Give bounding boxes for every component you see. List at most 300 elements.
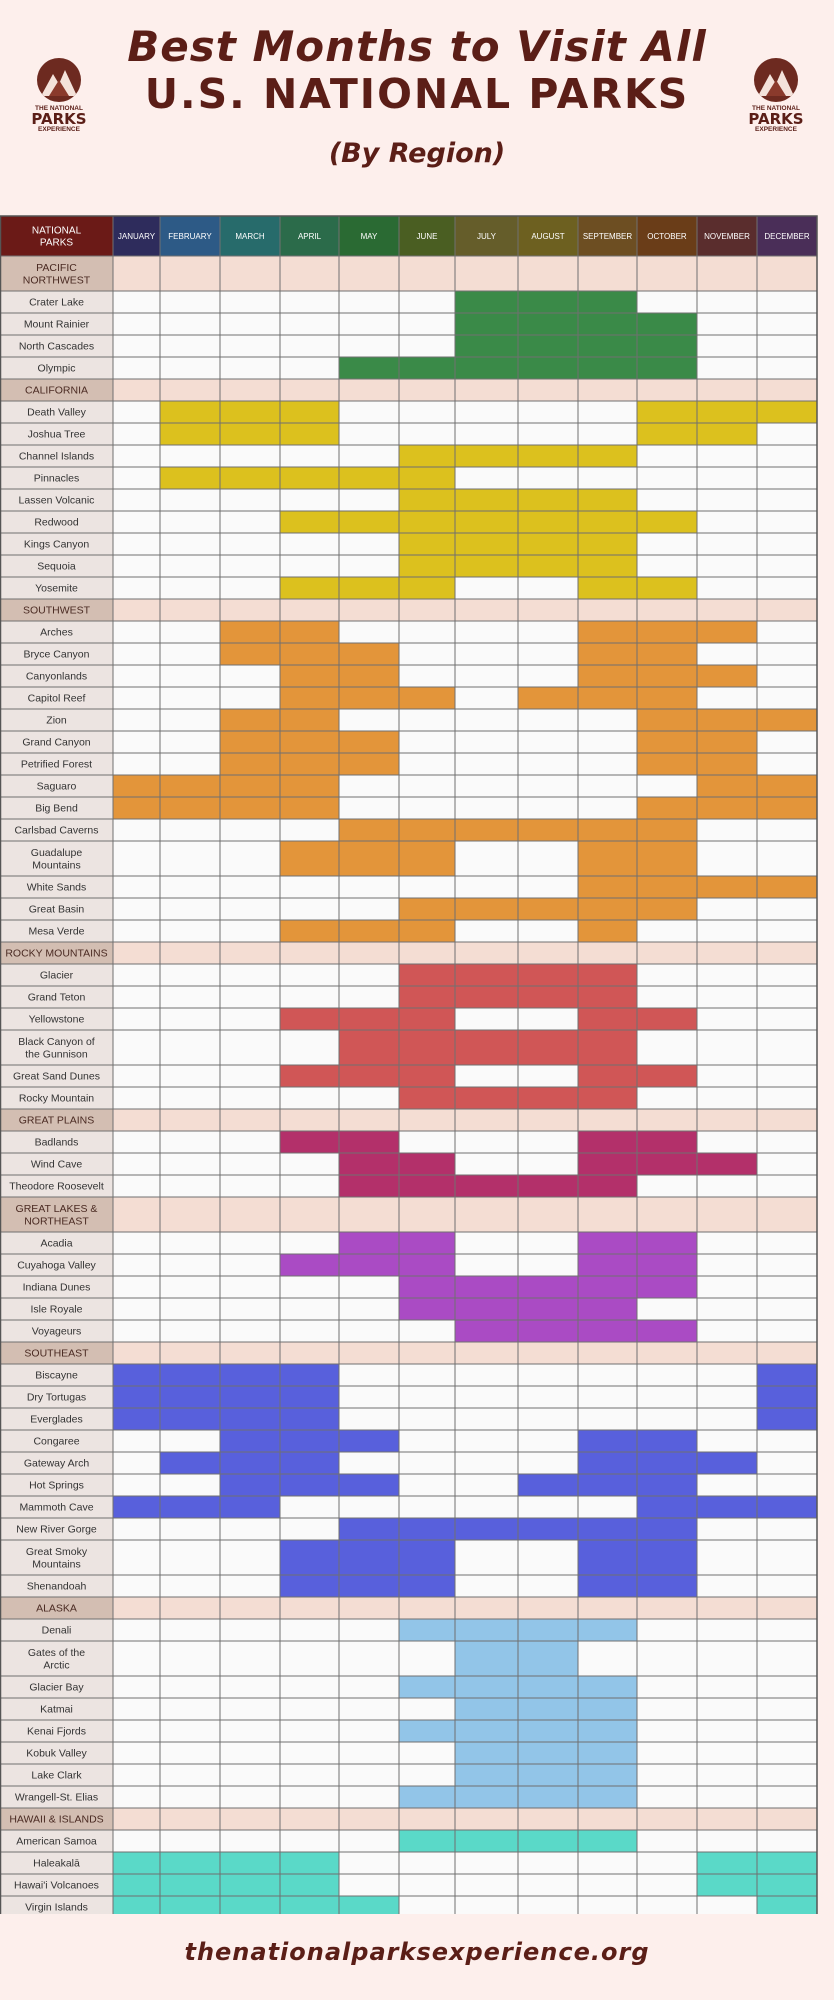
month-cell	[757, 467, 817, 489]
month-cell	[757, 643, 817, 665]
best-month-cell	[697, 876, 757, 898]
best-month-cell	[399, 1540, 455, 1575]
best-month-cell	[399, 898, 455, 920]
region-row-cell	[160, 1342, 220, 1364]
best-month-cell	[637, 731, 697, 753]
month-cell	[220, 1764, 280, 1786]
month-cell	[160, 1698, 220, 1720]
best-month-cell	[518, 291, 578, 313]
month-cell	[637, 1896, 697, 1914]
best-month-cell	[455, 1764, 518, 1786]
month-cell	[113, 1742, 160, 1764]
best-month-cell	[399, 445, 455, 467]
month-cell	[220, 876, 280, 898]
month-cell	[518, 1540, 578, 1575]
month-cell	[113, 1452, 160, 1474]
best-month-cell	[455, 1320, 518, 1342]
region-row-cell	[697, 1109, 757, 1131]
month-cell	[578, 1364, 637, 1386]
best-month-cell	[160, 775, 220, 797]
month-cell	[637, 1720, 697, 1742]
month-cell	[637, 1087, 697, 1109]
month-cell	[113, 643, 160, 665]
park-label: Death Valley	[27, 406, 86, 419]
best-month-cell	[280, 753, 339, 775]
month-cell	[757, 577, 817, 599]
region-row-cell	[339, 1342, 399, 1364]
best-month-cell	[757, 1408, 817, 1430]
month-cell	[578, 1874, 637, 1896]
region-row-cell	[578, 942, 637, 964]
best-month-cell	[578, 577, 637, 599]
month-cell	[455, 423, 518, 445]
park-label: Lassen Volcanic	[18, 494, 95, 507]
best-month-cell	[637, 1320, 697, 1342]
month-cell	[455, 1430, 518, 1452]
month-cell	[637, 1852, 697, 1874]
best-month-cell	[399, 1619, 455, 1641]
best-month-cell	[455, 1720, 518, 1742]
region-row-cell	[697, 1597, 757, 1619]
month-cell	[113, 1575, 160, 1597]
park-label: Pinnacles	[33, 472, 80, 485]
best-month-cell	[637, 709, 697, 731]
park-label: Isle Royale	[30, 1303, 83, 1316]
month-cell	[757, 511, 817, 533]
best-month-cell	[339, 1131, 399, 1153]
month-cell	[518, 1852, 578, 1874]
best-month-cell	[399, 1276, 455, 1298]
region-row-cell	[578, 1597, 637, 1619]
best-month-cell	[399, 1065, 455, 1087]
month-cell	[697, 1065, 757, 1087]
region-row-cell	[399, 599, 455, 621]
month-cell	[637, 1698, 697, 1720]
month-cell	[637, 1764, 697, 1786]
month-cell	[113, 1619, 160, 1641]
month-cell	[339, 797, 399, 819]
park-label: Biscayne	[35, 1369, 78, 1382]
month-cell	[339, 1852, 399, 1874]
month-cell	[339, 423, 399, 445]
region-row-cell	[220, 256, 280, 291]
month-cell	[455, 1852, 518, 1874]
month-cell	[160, 357, 220, 379]
month-cell	[518, 1408, 578, 1430]
month-cell	[455, 1874, 518, 1896]
month-cell	[339, 1408, 399, 1430]
month-cell	[757, 1131, 817, 1153]
month-cell	[113, 401, 160, 423]
region-row-cell	[455, 1597, 518, 1619]
park-label: Virgin Islands	[25, 1901, 88, 1914]
month-cell	[697, 555, 757, 577]
month-cell	[399, 775, 455, 797]
park-label: Congaree	[33, 1435, 80, 1448]
month-cell	[339, 898, 399, 920]
month-cell	[455, 1254, 518, 1276]
region-row-cell	[399, 379, 455, 401]
region-row-cell	[518, 1109, 578, 1131]
month-cell	[280, 445, 339, 467]
month-cell	[399, 709, 455, 731]
month-cell	[399, 753, 455, 775]
best-month-cell	[637, 1430, 697, 1452]
month-cell	[637, 1641, 697, 1676]
best-month-cell	[578, 1320, 637, 1342]
month-cell	[757, 1698, 817, 1720]
best-month-cell	[578, 489, 637, 511]
best-month-cell	[399, 533, 455, 555]
month-cell	[113, 1764, 160, 1786]
visit-months-table	[0, 214, 834, 1914]
month-cell	[455, 1008, 518, 1030]
region-row-cell	[399, 1808, 455, 1830]
best-month-cell	[455, 555, 518, 577]
best-month-cell	[399, 511, 455, 533]
best-month-cell	[578, 1153, 637, 1175]
month-cell	[399, 1764, 455, 1786]
best-month-cell	[160, 1408, 220, 1430]
best-month-cell	[339, 841, 399, 876]
month-header-label: DECEMBER	[764, 231, 810, 241]
month-cell	[757, 1676, 817, 1698]
month-cell	[280, 1764, 339, 1786]
best-month-cell	[399, 841, 455, 876]
month-cell	[697, 1254, 757, 1276]
best-month-cell	[637, 665, 697, 687]
best-month-cell	[578, 1676, 637, 1698]
month-cell	[697, 898, 757, 920]
park-label: Mammoth Cave	[19, 1501, 94, 1514]
month-cell	[455, 1131, 518, 1153]
best-month-cell	[578, 1298, 637, 1320]
month-cell	[455, 709, 518, 731]
month-cell	[220, 1676, 280, 1698]
best-month-cell	[399, 555, 455, 577]
region-row-cell	[578, 1197, 637, 1232]
best-month-cell	[637, 511, 697, 533]
region-row-cell	[757, 942, 817, 964]
month-cell	[757, 731, 817, 753]
best-month-cell	[220, 1386, 280, 1408]
month-cell	[578, 753, 637, 775]
best-month-cell	[455, 964, 518, 986]
month-cell	[220, 1830, 280, 1852]
month-cell	[637, 964, 697, 986]
month-cell	[697, 1518, 757, 1540]
park-label: Gates of the Arctic	[27, 1646, 86, 1672]
best-month-cell	[578, 1232, 637, 1254]
month-cell	[518, 1131, 578, 1153]
best-month-cell	[578, 1452, 637, 1474]
month-cell	[280, 1830, 339, 1852]
month-cell	[113, 1232, 160, 1254]
region-row-cell	[757, 1808, 817, 1830]
month-cell	[280, 1320, 339, 1342]
best-month-cell	[518, 1830, 578, 1852]
month-cell	[339, 291, 399, 313]
best-month-cell	[518, 313, 578, 335]
region-row-cell	[160, 1109, 220, 1131]
month-cell	[399, 797, 455, 819]
month-cell	[220, 1786, 280, 1808]
region-row-cell	[160, 599, 220, 621]
best-month-cell	[280, 423, 339, 445]
best-month-cell	[399, 1575, 455, 1597]
region-row-cell	[160, 1808, 220, 1830]
month-cell	[220, 291, 280, 313]
month-cell	[637, 445, 697, 467]
best-month-cell	[455, 986, 518, 1008]
month-cell	[578, 797, 637, 819]
month-cell	[160, 1175, 220, 1197]
month-cell	[113, 1698, 160, 1720]
month-cell	[455, 1496, 518, 1518]
best-month-cell	[339, 819, 399, 841]
month-cell	[399, 291, 455, 313]
region-row-cell	[637, 379, 697, 401]
month-cell	[160, 1764, 220, 1786]
park-label: Carlsbad Caverns	[14, 824, 99, 837]
region-row-cell	[339, 256, 399, 291]
park-label: Badlands	[34, 1136, 79, 1149]
region-row-cell	[220, 1109, 280, 1131]
month-cell	[697, 577, 757, 599]
best-month-cell	[578, 1131, 637, 1153]
best-month-cell	[697, 753, 757, 775]
region-label: CALIFORNIA	[24, 384, 89, 397]
month-cell	[518, 1364, 578, 1386]
best-month-cell	[578, 665, 637, 687]
month-cell	[757, 1030, 817, 1065]
month-cell	[399, 1896, 455, 1914]
best-month-cell	[578, 1175, 637, 1197]
month-cell	[518, 753, 578, 775]
month-cell	[697, 357, 757, 379]
month-cell	[399, 335, 455, 357]
best-month-cell	[339, 1008, 399, 1030]
region-row-cell	[757, 1342, 817, 1364]
park-label: Great Smoky Mountains	[25, 1545, 88, 1571]
best-month-cell	[578, 1540, 637, 1575]
region-row-cell	[697, 379, 757, 401]
month-cell	[455, 1065, 518, 1087]
park-label: Hot Springs	[29, 1479, 84, 1492]
month-cell	[518, 731, 578, 753]
month-cell	[280, 1641, 339, 1676]
best-month-cell	[280, 687, 339, 709]
region-row-cell	[578, 599, 637, 621]
region-row-cell	[578, 256, 637, 291]
best-month-cell	[697, 1874, 757, 1896]
region-row-cell	[697, 1197, 757, 1232]
region-row-cell	[455, 1109, 518, 1131]
best-month-cell	[339, 1896, 399, 1914]
month-cell	[113, 876, 160, 898]
month-cell	[113, 1641, 160, 1676]
month-cell	[757, 964, 817, 986]
month-cell	[220, 1641, 280, 1676]
month-cell	[280, 1276, 339, 1298]
month-cell	[637, 775, 697, 797]
best-month-cell	[637, 1254, 697, 1276]
month-cell	[280, 291, 339, 313]
month-cell	[399, 643, 455, 665]
month-header-label: OCTOBER	[647, 231, 687, 241]
month-cell	[113, 819, 160, 841]
month-cell	[113, 1276, 160, 1298]
best-month-cell	[518, 1619, 578, 1641]
best-month-cell	[455, 445, 518, 467]
region-row-cell	[578, 1109, 637, 1131]
month-cell	[160, 1676, 220, 1698]
best-month-cell	[637, 1131, 697, 1153]
best-month-cell	[757, 775, 817, 797]
best-month-cell	[399, 489, 455, 511]
best-month-cell	[160, 1452, 220, 1474]
best-month-cell	[220, 1874, 280, 1896]
best-month-cell	[280, 797, 339, 819]
month-cell	[113, 1720, 160, 1742]
park-label: Great Basin	[28, 903, 85, 916]
month-cell	[637, 1830, 697, 1852]
month-cell	[220, 1540, 280, 1575]
best-month-cell	[220, 643, 280, 665]
best-month-cell	[399, 1676, 455, 1698]
month-cell	[220, 1175, 280, 1197]
month-cell	[160, 687, 220, 709]
month-cell	[757, 555, 817, 577]
region-row-cell	[637, 942, 697, 964]
month-cell	[518, 1430, 578, 1452]
month-cell	[578, 1896, 637, 1914]
best-month-cell	[160, 1364, 220, 1386]
region-row-cell	[518, 1597, 578, 1619]
month-cell	[455, 1540, 518, 1575]
best-month-cell	[637, 1232, 697, 1254]
month-cell	[399, 1452, 455, 1474]
best-month-cell	[339, 1153, 399, 1175]
best-month-cell	[339, 357, 399, 379]
best-month-cell	[637, 621, 697, 643]
month-cell	[578, 709, 637, 731]
best-month-cell	[578, 1742, 637, 1764]
month-cell	[455, 753, 518, 775]
best-month-cell	[399, 1254, 455, 1276]
month-cell	[697, 841, 757, 876]
month-cell	[160, 1131, 220, 1153]
month-cell	[220, 687, 280, 709]
best-month-cell	[757, 1852, 817, 1874]
region-row-cell	[637, 599, 697, 621]
month-cell	[757, 819, 817, 841]
month-cell	[455, 577, 518, 599]
region-row-cell	[637, 1109, 697, 1131]
month-cell	[455, 797, 518, 819]
month-cell	[113, 1030, 160, 1065]
month-cell	[160, 1065, 220, 1087]
month-cell	[160, 533, 220, 555]
park-label: Big Bend	[35, 802, 78, 815]
best-month-cell	[757, 1386, 817, 1408]
month-cell	[518, 1496, 578, 1518]
park-label: Theodore Roosevelt	[9, 1180, 104, 1193]
best-month-cell	[339, 1474, 399, 1496]
month-cell	[339, 1452, 399, 1474]
best-month-cell	[280, 1540, 339, 1575]
month-cell	[637, 986, 697, 1008]
logo-text-line3: EXPERIENCE	[755, 126, 797, 133]
best-month-cell	[637, 753, 697, 775]
month-cell	[113, 1254, 160, 1276]
month-cell	[113, 445, 160, 467]
month-cell	[518, 1386, 578, 1408]
park-label: Yellowstone	[28, 1013, 85, 1026]
month-cell	[518, 665, 578, 687]
best-month-cell	[518, 335, 578, 357]
best-month-cell	[399, 920, 455, 942]
best-month-cell	[578, 445, 637, 467]
month-cell	[160, 876, 220, 898]
month-cell	[113, 920, 160, 942]
month-cell	[455, 841, 518, 876]
month-cell	[757, 313, 817, 335]
region-row-cell	[339, 1597, 399, 1619]
best-month-cell	[518, 1742, 578, 1764]
best-month-cell	[280, 1452, 339, 1474]
month-cell	[113, 621, 160, 643]
month-cell	[455, 621, 518, 643]
best-month-cell	[578, 555, 637, 577]
month-cell	[220, 1720, 280, 1742]
website-url[interactable]: thenationalparksexperience.org	[184, 1938, 650, 1966]
month-cell	[757, 1619, 817, 1641]
park-label: Denali	[41, 1624, 72, 1637]
region-row-cell	[637, 256, 697, 291]
best-month-cell	[455, 1087, 518, 1109]
month-header-label: MAY	[360, 231, 378, 241]
park-label: Grand Teton	[27, 991, 86, 1004]
best-month-cell	[399, 1008, 455, 1030]
best-month-cell	[339, 643, 399, 665]
month-cell	[697, 1008, 757, 1030]
month-cell	[220, 1742, 280, 1764]
best-month-cell	[578, 313, 637, 335]
park-label: Arches	[40, 626, 73, 639]
best-month-cell	[637, 1575, 697, 1597]
month-cell	[220, 1518, 280, 1540]
best-month-cell	[339, 687, 399, 709]
best-month-cell	[578, 1087, 637, 1109]
month-cell	[697, 920, 757, 942]
best-month-cell	[220, 1408, 280, 1430]
month-header-label: JUNE	[416, 231, 438, 241]
month-cell	[757, 898, 817, 920]
month-cell	[339, 313, 399, 335]
region-row-cell	[578, 379, 637, 401]
best-month-cell	[757, 401, 817, 423]
month-cell	[399, 1874, 455, 1896]
best-month-cell	[518, 1175, 578, 1197]
best-month-cell	[113, 1896, 160, 1914]
month-cell	[757, 753, 817, 775]
month-cell	[757, 687, 817, 709]
month-cell	[757, 1720, 817, 1742]
month-cell	[578, 467, 637, 489]
park-label: Kings Canyon	[23, 538, 90, 551]
region-row-cell	[113, 1197, 160, 1232]
